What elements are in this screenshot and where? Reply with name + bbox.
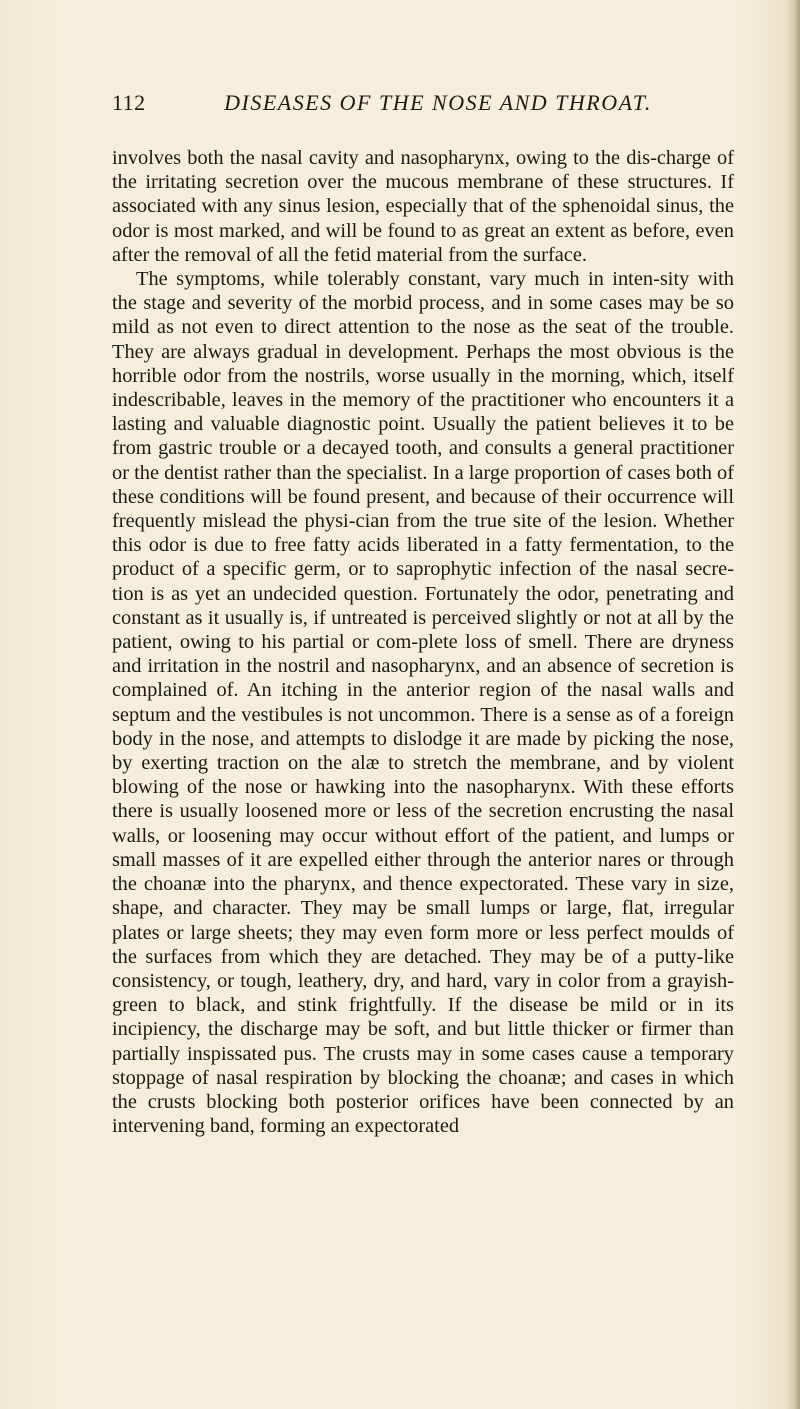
paragraph-continued: involves both the nasal cavity and nasopharynx, owing to the dis-charge of the irritating secretion over the mucous membrane of these structures. If associated with any sinus lesion, especially that of the sphenoidal sinus, the odor is most marked, and will be found to as great an extent as before, even after the removal of all the fetid material from the surface. xyxy=(112,147,734,266)
page-header xyxy=(112,90,734,124)
page-number: 112 xyxy=(112,90,146,115)
page-edge-shadow xyxy=(786,0,800,1409)
running-title: DISEASES OF THE NOSE AND THROAT. xyxy=(224,90,652,115)
paragraph-symptoms: The symptoms, while tolerably constant, vary much in inten-sity with the stage and severity of the morbid process, and in some cases may be so mild as not even to direct attention to the nose as the seat of the trouble. They are always gradual in development. Perhaps the most obvious is the horrible odor from the nostrils, worse usually in the morning, which, itself indescribable, leaves in the memory of the practitioner who encounters it a lasting and valuable diagnostic point. Usually the patient believes it to be from gastric trouble or a decayed tooth, and consults a general practitioner or the dentist rather than the specialist. In a large proportion of cases both of these conditions will be found present, and because of their occurrence will frequently mislead the physi-cian from the true site of the lesion. Whether this odor is due to free fatty acids liberated in a fatty fermentation, to the product of a specific germ, or to saprophytic infection of the nasal secre-tion is as yet an undecided question. Fortunately the odor, penetrating and constant as it usually is, if untreated is perceived slightly or not at all by the patient, owing to his partial or com-plete loss of smell. There are dryness and irritation in the nostril and nasopharynx, and an absence of secretion is complained of. An itching in the anterior region of the nasal walls and septum and the vestibules is not uncommon. There is a sense as of a foreign body in the nose, and attempts to dislodge it are made by picking the nose, by exerting traction on the alæ to stretch the membrane, and by violent blowing of the nose or hawking into the nasopharynx. With these efforts there is usually loosened more or less of the secretion encrusting the nasal walls, or loosening may occur without effort of the patient, and lumps or small masses of it are expelled either through the anterior nares or through the choanæ into the pharynx, and thence expectorated. These vary in size, shape, and character. They may be small lumps or large, flat, irregular plates or large sheets; they may even form more or less perfect moulds of the surfaces from which they are detached. They may be of a putty-like consistency, or tough, leathery, dry, and hard, vary in color from a grayish-green to black, and stink frightfully. If the disease be mild or in its incipiency, the discharge may be soft, and but little thicker or firmer than partially inspissated pus. The crusts may in some cases cause a temporary stoppage of nasal respiration by blocking the choanæ; and cases in which the crusts blocking both posterior orifices have been connected by an intervening band, forming an expectorated xyxy=(112,268,734,1138)
body-text xyxy=(112,146,734,1138)
